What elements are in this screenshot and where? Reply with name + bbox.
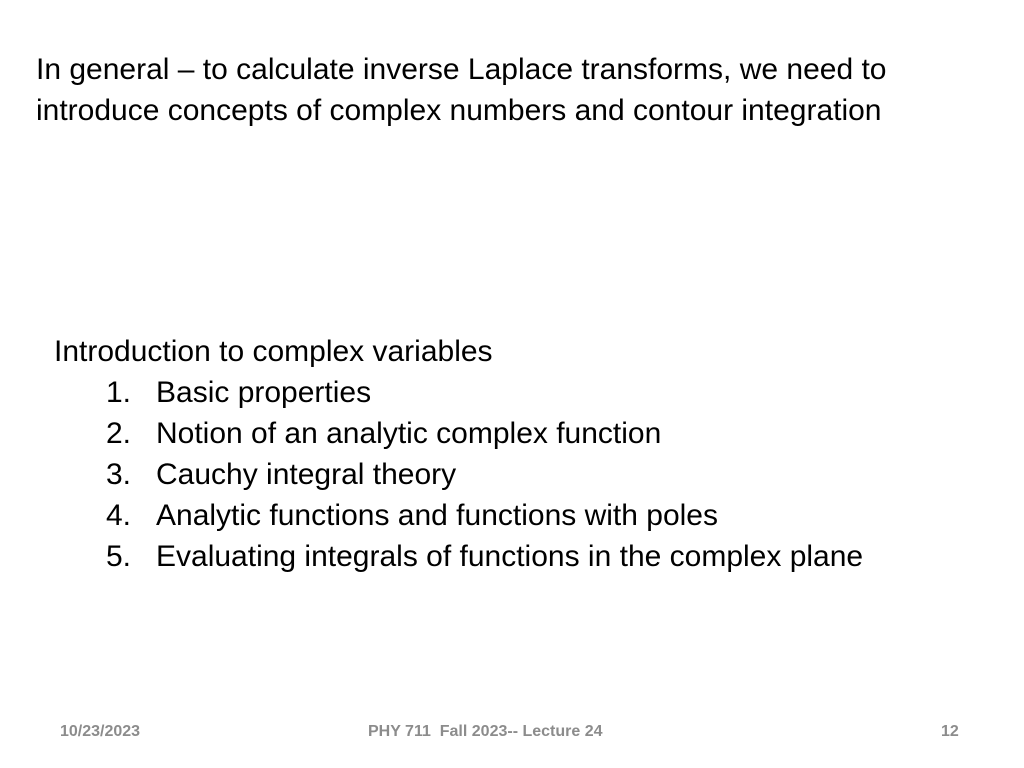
- intro-paragraph: In general – to calculate inverse Laplace transforms, we need to introduce concepts of complex numbers and contour integration: [36, 53, 887, 127]
- footer-date: 10/23/2023: [60, 723, 141, 740]
- topics-heading: Introduction to complex variables: [54, 335, 493, 368]
- topic-number: 4.: [106, 499, 132, 532]
- slide-number: 12: [941, 723, 959, 740]
- topic-item: [54, 495, 954, 536]
- topic-text: Cauchy integral theory: [156, 458, 457, 491]
- topic-number: 3.: [106, 458, 132, 491]
- topic-text: Basic properties: [156, 376, 372, 409]
- topic-number: 1.: [106, 376, 132, 409]
- topic-item: [54, 536, 954, 577]
- footer-course-title: PHY 711 Fall 2023-- Lecture 24: [368, 723, 603, 740]
- topic-number: 5.: [106, 540, 132, 573]
- topic-number: 2.: [106, 417, 132, 450]
- topic-text: Analytic functions and functions with poles: [156, 499, 718, 532]
- topic-item: [54, 413, 954, 454]
- topic-item: [54, 372, 954, 413]
- topic-text: Evaluating integrals of functions in the complex plane: [156, 540, 864, 573]
- topic-list: [54, 372, 954, 577]
- topic-item: [54, 454, 954, 495]
- topics-section: [54, 331, 954, 577]
- topic-text: Notion of an analytic complex function: [156, 417, 662, 450]
- slide-footer: [0, 723, 1024, 747]
